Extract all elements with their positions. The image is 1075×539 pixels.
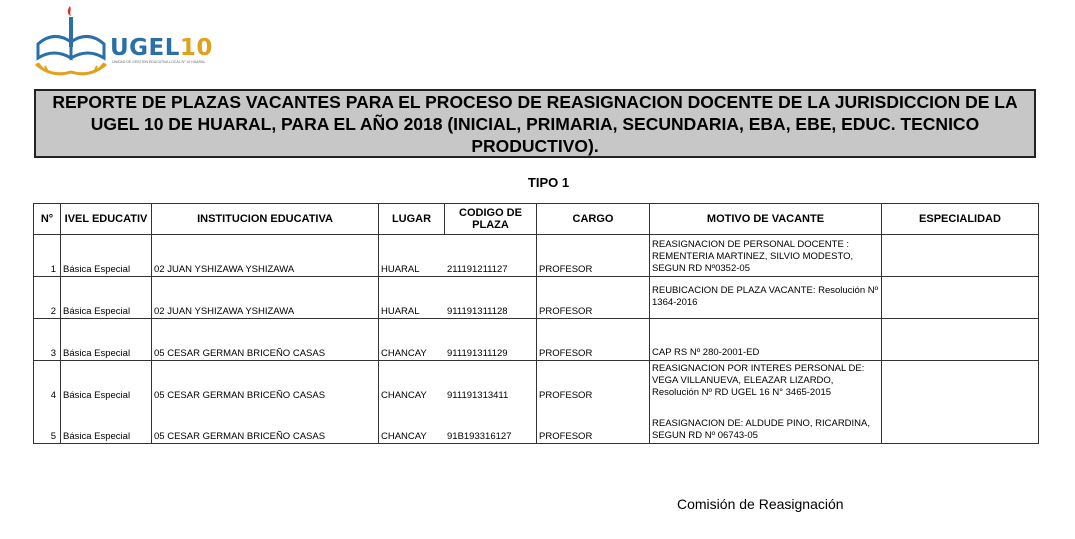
- cell-especialidad: [882, 402, 1039, 444]
- cell-cargo: PROFESOR: [537, 319, 650, 361]
- table-header-row: [34, 204, 1039, 235]
- cell-lugar-codigo: HUARAL 211191211127: [379, 235, 537, 277]
- cell-institucion: 05 CESAR GERMAN BRICEÑO CASAS: [152, 402, 379, 444]
- vacancies-table: [33, 203, 1039, 444]
- header-lugar: LUGAR: [379, 204, 445, 235]
- cell-n: 1: [34, 235, 61, 277]
- cell-n: 4: [34, 361, 61, 403]
- logo-text: UGEL10: [110, 35, 213, 61]
- cell-especialidad: [882, 277, 1039, 319]
- table-row: [34, 319, 1039, 361]
- cell-motivo: REASIGNACION DE PERSONAL DOCENTE : REMENTERIA MARTINEZ, SILVIO MODESTO, SEGUN RD Nº0352-05: [650, 235, 882, 277]
- cell-motivo: REUBICACION DE PLAZA VACANTE: Resolución Nº 1364-2016: [650, 277, 882, 319]
- cell-nivel: Básica Especial: [61, 235, 152, 277]
- cell-n: 5: [34, 402, 61, 444]
- book-torch-icon: [32, 2, 112, 80]
- cell-especialidad: [882, 235, 1039, 277]
- cell-nivel: Básica Especial: [61, 319, 152, 361]
- cell-nivel: Básica Especial: [61, 402, 152, 444]
- cell-cargo: PROFESOR: [537, 402, 650, 444]
- cell-cargo: PROFESOR: [537, 277, 650, 319]
- cell-institucion: 02 JUAN YSHIZAWA YSHIZAWA: [152, 235, 379, 277]
- cell-lugar-codigo: HUARAL 911191311128: [379, 277, 537, 319]
- cell-n: 2: [34, 277, 61, 319]
- cell-nivel: Básica Especial: [61, 361, 152, 403]
- cell-lugar-codigo: CHANCAY 911191313411: [379, 361, 537, 403]
- header-codigo: CODIGO DE PLAZA: [445, 204, 537, 235]
- table-row: [34, 361, 1039, 403]
- cell-lugar-codigo: CHANCAY 91B193316127: [379, 402, 537, 444]
- table-row: [34, 277, 1039, 319]
- cell-institucion: 05 CESAR GERMAN BRICEÑO CASAS: [152, 319, 379, 361]
- footer-signature: Comisión de Reasignación: [677, 496, 844, 512]
- report-title: REPORTE DE PLAZAS VACANTES PARA EL PROCESO DE REASIGNACION DOCENTE DE LA JURISDICCION DE LA UGEL 10 DE HUARAL, PARA EL AÑO 2018 (INICIAL, PRIMARIA, SECUNDARIA, EBA, EBE, EDUC. TECNICO PRODUCTIVO).: [34, 89, 1036, 158]
- logo-subtitle: UNIDAD DE GESTIÓN EDUCATIVA LOCAL Nº 10 HUARAL: [112, 60, 206, 64]
- cell-especialidad: [882, 319, 1039, 361]
- cell-nivel: Básica Especial: [61, 277, 152, 319]
- header-cargo: CARGO: [537, 204, 650, 235]
- header-motivo: MOTIVO DE VACANTE: [650, 204, 882, 235]
- tipo-label: TIPO 1: [527, 175, 570, 190]
- cell-motivo: REASIGNACION DE: ALDUDE PINO, RICARDINA, SEGUN RD Nº 06743-05: [650, 402, 882, 444]
- cell-institucion: 05 CESAR GERMAN BRICEÑO CASAS: [152, 361, 379, 403]
- header-n: N°: [34, 204, 61, 235]
- ugel-logo: [32, 2, 213, 80]
- header-institucion: INSTITUCION EDUCATIVA: [152, 204, 379, 235]
- cell-institucion: 02 JUAN YSHIZAWA YSHIZAWA: [152, 277, 379, 319]
- header-nivel: IVEL EDUCATIV: [61, 204, 152, 235]
- cell-motivo: CAP RS Nº 280-2001-ED: [650, 319, 882, 361]
- cell-especialidad: [882, 361, 1039, 403]
- cell-cargo: PROFESOR: [537, 361, 650, 403]
- cell-motivo: REASIGNACION POR INTERES PERSONAL DE: VEGA VILLANUEVA, ELEAZAR LIZARDO, Resolución Nº RD UGEL 16 N° 3465-2015: [650, 361, 882, 403]
- cell-cargo: PROFESOR: [537, 235, 650, 277]
- header-especialidad: ESPECIALIDAD: [882, 204, 1039, 235]
- table-row: [34, 402, 1039, 444]
- cell-lugar-codigo: CHANCAY 911191311129: [379, 319, 537, 361]
- cell-n: 3: [34, 319, 61, 361]
- table-row: [34, 235, 1039, 277]
